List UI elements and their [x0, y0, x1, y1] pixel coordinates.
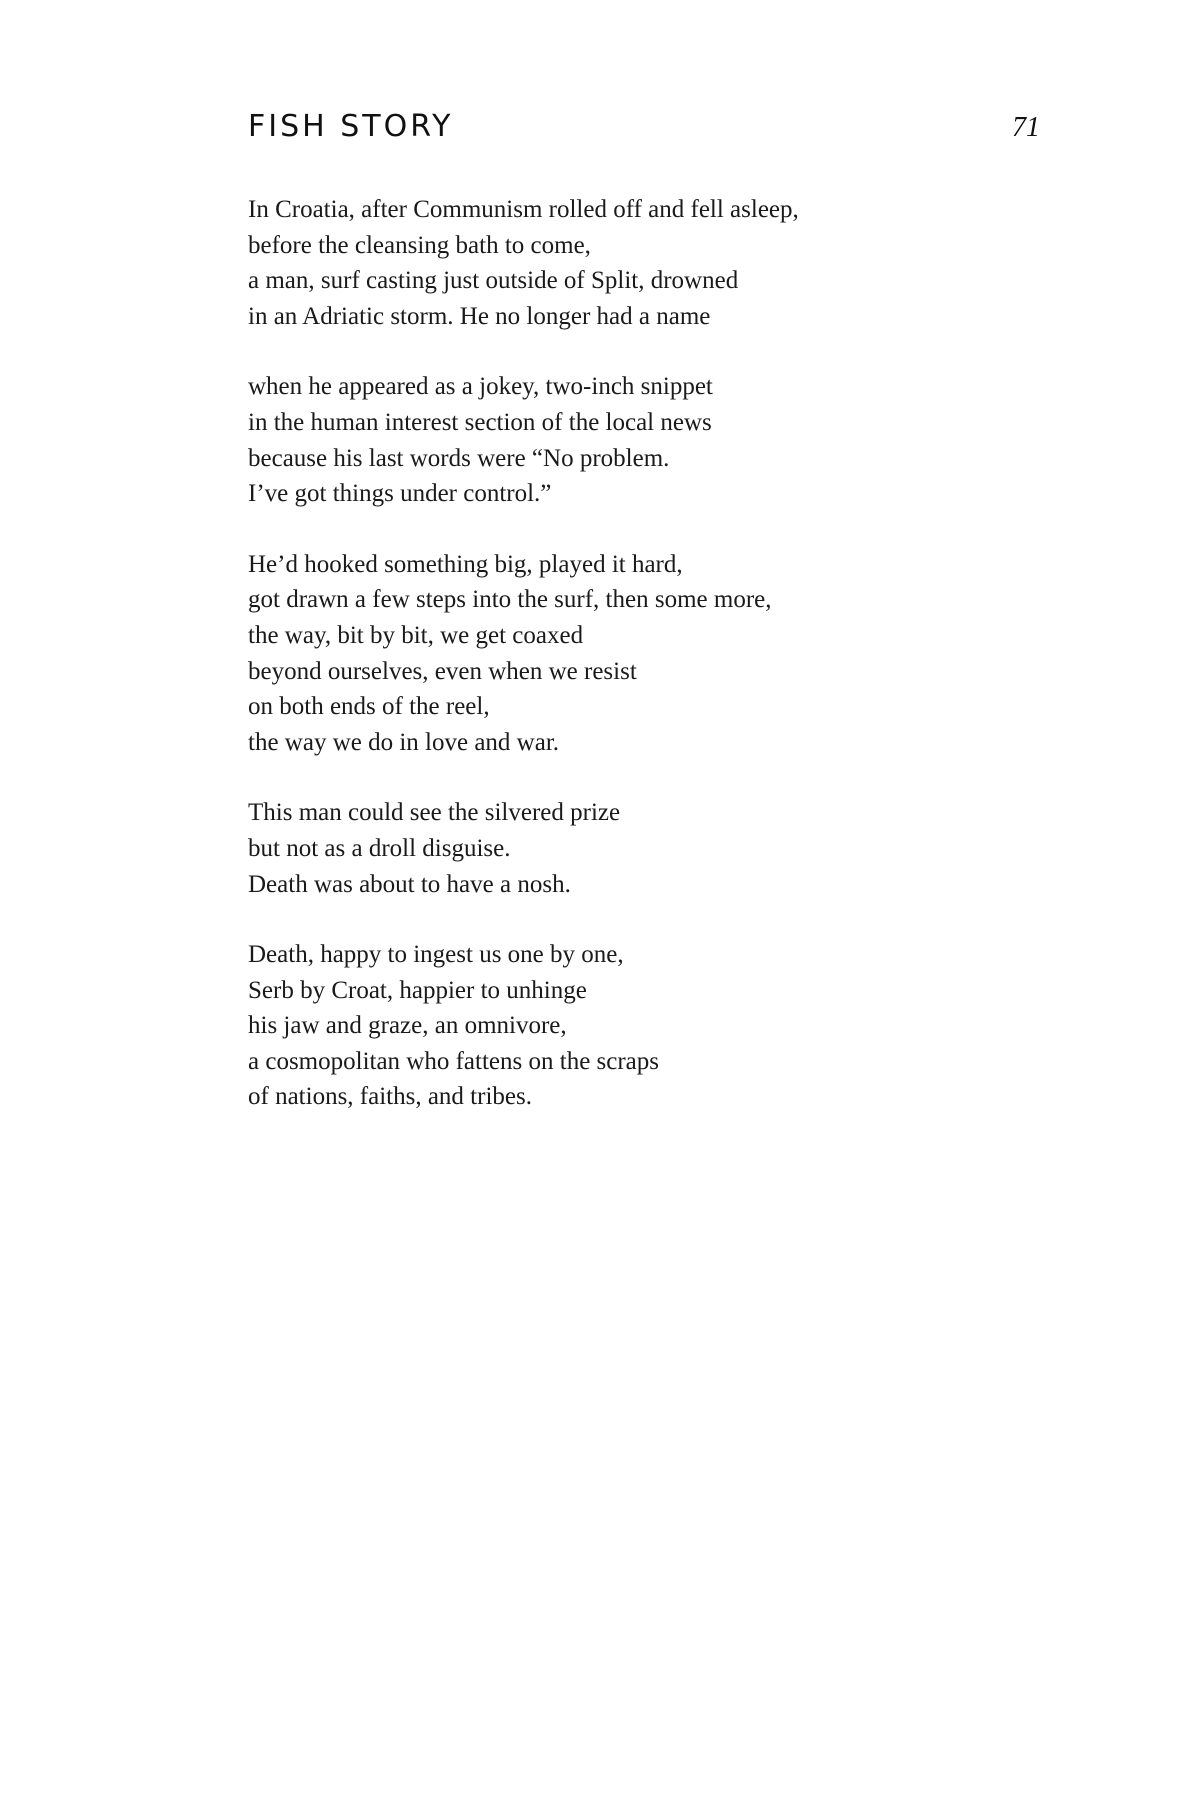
- poem-line: on both ends of the reel,: [248, 693, 490, 721]
- stanza-1: [248, 192, 1068, 334]
- poem-line: a cosmopolitan who fattens on the scraps: [248, 1047, 660, 1075]
- poem-line: when he appeared as a jokey, two-inch snippet: [248, 373, 713, 401]
- stanza-2: [248, 369, 1068, 511]
- stanza-4: [248, 795, 1068, 902]
- page-number: 71: [1012, 112, 1040, 143]
- poem-line: This man could see the silvered prize: [248, 799, 621, 827]
- poem-line: beyond ourselves, even when we resist: [248, 657, 637, 685]
- poem-line: the way we do in love and war.: [248, 728, 560, 756]
- poem-line: Serb by Croat, happier to unhinge: [248, 976, 587, 1004]
- poem-title: FISH STORY: [248, 109, 454, 144]
- poem-line: the way, bit by bit, we get coaxed: [248, 621, 584, 649]
- poem-line: of nations, faiths, and tribes.: [248, 1083, 532, 1111]
- poem-line: because his last words were “No problem.: [248, 444, 670, 472]
- poem-line: his jaw and graze, an omnivore,: [248, 1012, 567, 1040]
- poem-line: in the human interest section of the local news: [248, 408, 712, 436]
- poem-line: in an Adriatic storm. He no longer had a name: [248, 302, 711, 330]
- poem-line: got drawn a few steps into the surf, then some more,: [248, 586, 772, 614]
- poem-body: [248, 192, 1068, 1150]
- poem-line: In Croatia, after Communism rolled off and fell asleep,: [248, 196, 799, 223]
- poem-line: a man, surf casting just outside of Split, drowned: [248, 267, 739, 295]
- poem-line: before the cleansing bath to come,: [248, 231, 591, 259]
- poem-line: but not as a droll disguise.: [248, 834, 511, 862]
- poem-line: Death was about to have a nosh.: [248, 870, 571, 898]
- poem-line: He’d hooked something big, played it hard,: [248, 550, 683, 578]
- stanza-5: [248, 937, 1068, 1115]
- poem-line: Death, happy to ingest us one by one,: [248, 941, 624, 969]
- stanza-3: [248, 547, 1068, 761]
- poem-line: I’ve got things under control.”: [248, 480, 552, 508]
